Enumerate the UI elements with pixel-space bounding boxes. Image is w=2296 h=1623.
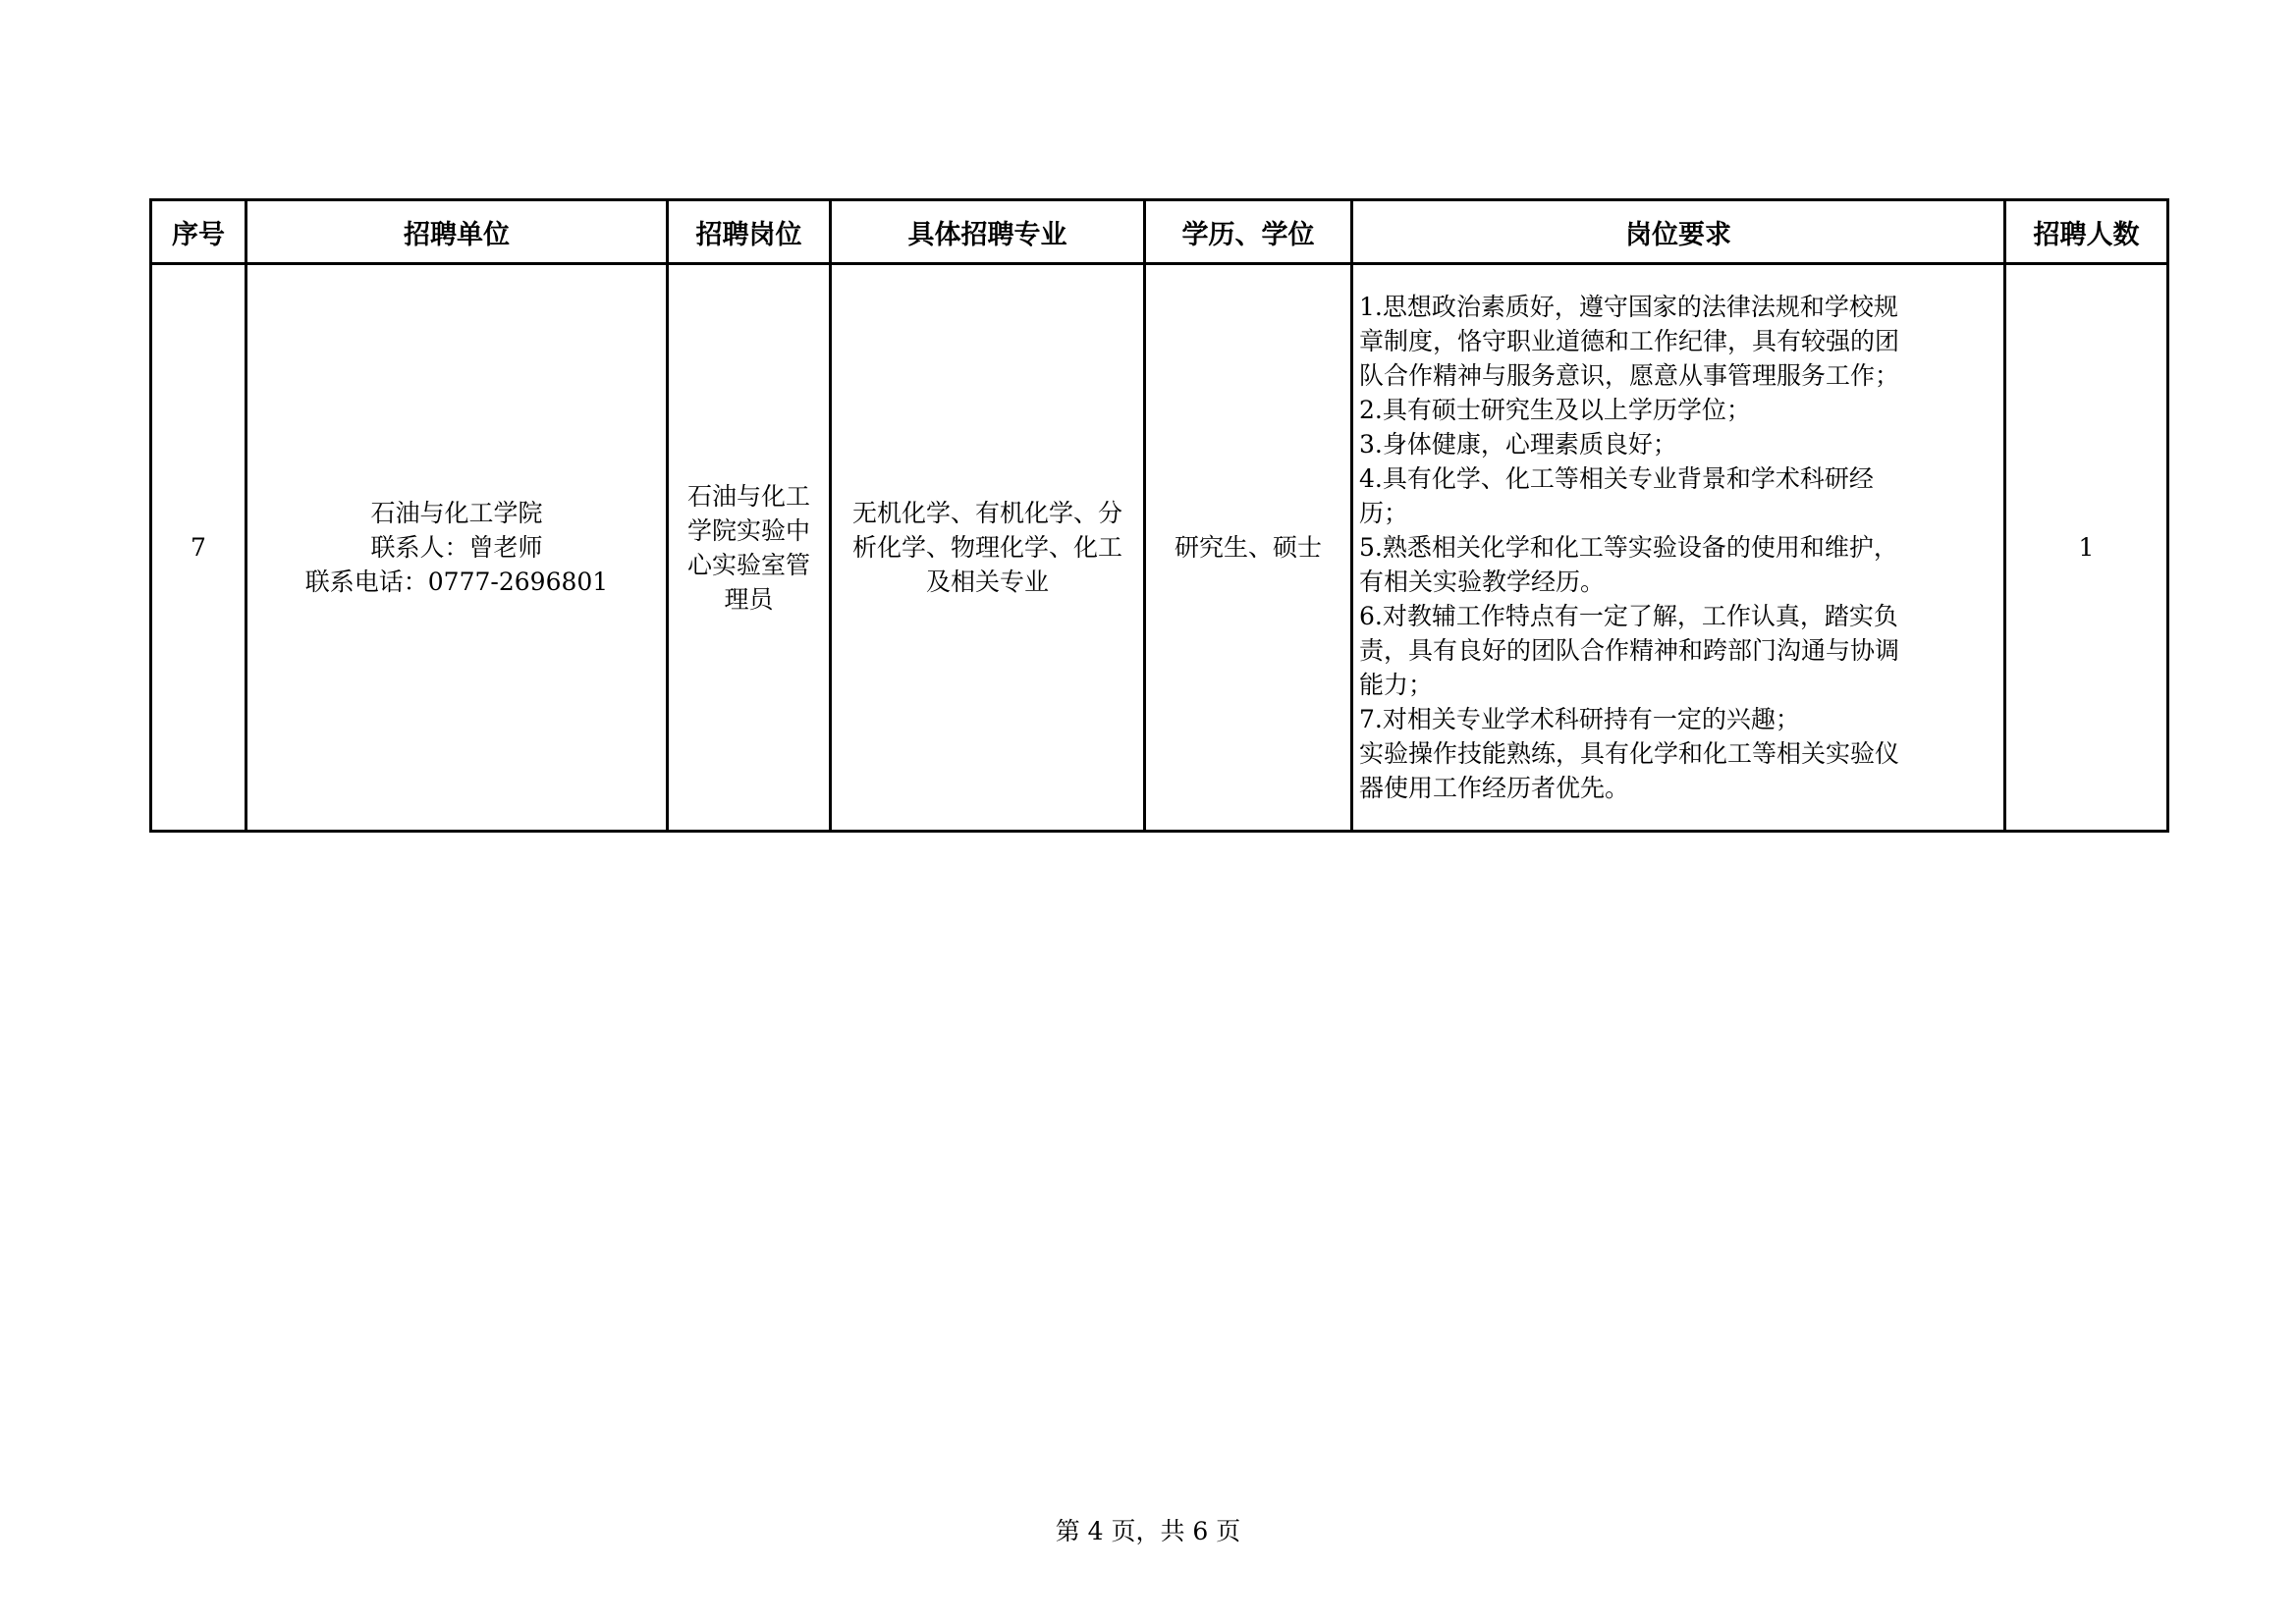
requirement-line: 有相关实验教学经历。 [1359,568,1606,596]
requirement-line: 3.身体健康，心理素质良好； [1359,430,1677,459]
position-text: 石油与化工学院实验中心实验室管理员 [686,481,810,614]
cell-major [831,264,1145,832]
header-unit: 招聘单位 [246,200,668,264]
cell-index: 7 [151,264,246,832]
requirement-line: 队合作精神与服务意识，愿意从事管理服务工作； [1359,361,1900,390]
header-position: 招聘岗位 [668,200,831,264]
header-index: 序号 [151,200,246,264]
cell-unit [246,264,668,832]
requirement-line: 4.具有化学、化工等相关专业背景和学术科研经 [1359,464,1874,493]
unit-contact: 联系人：曾老师 [370,533,543,562]
header-degree: 学历、学位 [1145,200,1352,264]
cell-count: 1 [2005,264,2168,832]
requirement-line: 7.对相关专业学术科研持有一定的兴趣； [1359,705,1800,733]
recruitment-table [149,198,2169,833]
requirement-line: 1.思想政治素质好，遵守国家的法律法规和学校规 [1359,293,1898,321]
cell-position [668,264,831,832]
cell-degree: 研究生、硕士 [1145,264,1352,832]
requirement-line: 责，具有良好的团队合作精神和跨部门沟通与协调 [1359,636,1900,665]
requirement-line: 2.具有硕士研究生及以上学历学位； [1359,396,1751,424]
unit-name: 石油与化工学院 [370,499,543,527]
requirement-line: 历； [1359,499,1409,527]
header-count: 招聘人数 [2005,200,2168,264]
requirement-line: 能力； [1359,671,1434,699]
requirement-line: 6.对教辅工作特点有一定了解，工作认真，踏实负 [1359,602,1898,630]
requirement-line: 章制度，恪守职业道德和工作纪律，具有较强的团 [1359,327,1900,355]
major-text: 无机化学、有机化学、分析化学、物理化学、化工及相关专业 [851,499,1122,596]
header-requirements: 岗位要求 [1352,200,2005,264]
requirement-line: 实验操作技能熟练，具有化学和化工等相关实验仪 [1359,739,1900,768]
cell-requirements [1352,264,2005,832]
requirement-line: 器使用工作经历者优先。 [1359,774,1630,802]
page-number: 第 4 页，共 6 页 [1055,1517,1241,1545]
requirement-line: 5.熟悉相关化学和化工等实验设备的使用和维护， [1359,533,1898,562]
unit-phone: 联系电话：0777-2696801 [304,568,609,596]
table-row [151,264,2168,832]
header-major: 具体招聘专业 [831,200,1145,264]
table-header-row [151,200,2168,264]
